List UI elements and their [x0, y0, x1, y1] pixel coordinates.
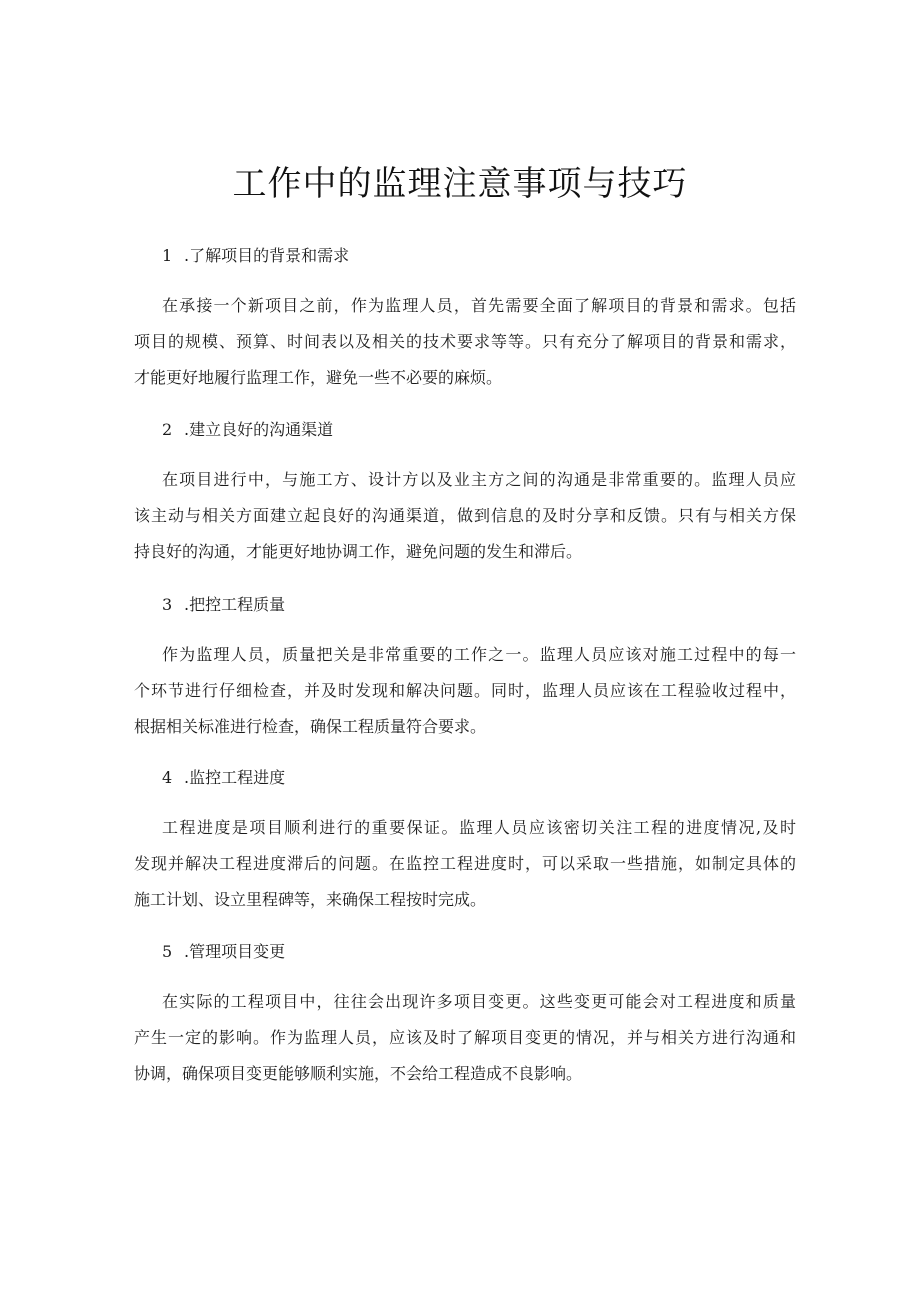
section-number: 5 — [162, 942, 173, 961]
section-title: .管理项目变更 — [184, 942, 286, 961]
paragraph-line: 在实际的工程项目中，往往会出现许多项目变更。这些变更可能会对工程进度和质量 — [162, 992, 796, 1011]
paragraph-line: 发现并解决工程进度滞后的问题。在监控工程进度时，可以采取一些措施，如制定具体的 — [134, 854, 796, 873]
paragraph-line: 在项目进行中，与施工方、设计方以及业主方之间的沟通是非常重要的。监理人员应 — [162, 470, 796, 489]
paragraph-line: 工程进度是项目顺利进行的重要保证。监理人员应该密切关注工程的进度情况,及时 — [162, 818, 796, 837]
section-heading — [162, 244, 349, 268]
paragraph-line: 施工计划、设立里程碑等，来确保工程按时完成。 — [134, 890, 487, 909]
section-heading — [162, 940, 285, 964]
paragraph-line: 项目的规模、预算、时间表以及相关的技术要求等等。只有充分了解项目的背景和需求， — [134, 332, 796, 351]
section-title: .监控工程进度 — [184, 768, 286, 787]
paragraph-line: 才能更好地履行监理工作，避免一些不必要的麻烦。 — [134, 368, 503, 387]
section-number: 2 — [162, 420, 173, 439]
section-number: 1 — [162, 246, 173, 265]
section-number: 4 — [162, 768, 173, 787]
paragraph-line: 产生一定的影响。作为监理人员，应该及时了解项目变更的情况，并与相关方进行沟通和 — [134, 1028, 796, 1047]
paragraph-line: 协调，确保项目变更能够顺利实施，不会给工程造成不良影响。 — [134, 1064, 583, 1083]
section-paragraph — [134, 288, 796, 396]
paragraph-line: 持良好的沟通，才能更好地协调工作，避免问题的发生和滞后。 — [134, 542, 583, 561]
section-heading — [162, 418, 333, 442]
paragraph-line: 在承接一个新项目之前，作为监理人员，首先需要全面了解项目的背景和需求。包括 — [162, 296, 796, 315]
section-title: .把控工程质量 — [184, 595, 286, 614]
paragraph-line: 该主动与相关方面建立起良好的沟通渠道，做到信息的及时分享和反馈。只有与相关方保 — [134, 506, 796, 525]
section-paragraph — [134, 984, 796, 1092]
section-paragraph — [134, 810, 796, 918]
section-paragraph — [134, 462, 796, 570]
section-heading — [162, 593, 285, 617]
document-title: 工作中的监理注意事项与技巧 — [232, 164, 688, 204]
section-number: 3 — [162, 595, 173, 614]
paragraph-line: 根据相关标准进行检查，确保工程质量符合要求。 — [134, 717, 487, 736]
section-title: .建立良好的沟通渠道 — [184, 420, 334, 439]
paragraph-line: 个环节进行仔细检查，并及时发现和解决问题。同时，监理人员应该在工程验收过程中， — [134, 681, 796, 700]
section-title: .了解项目的背景和需求 — [184, 246, 350, 265]
section-heading — [162, 766, 285, 790]
paragraph-line: 作为监理人员，质量把关是非常重要的工作之一。监理人员应该对施工过程中的每一 — [162, 645, 796, 664]
section-paragraph — [134, 637, 796, 745]
